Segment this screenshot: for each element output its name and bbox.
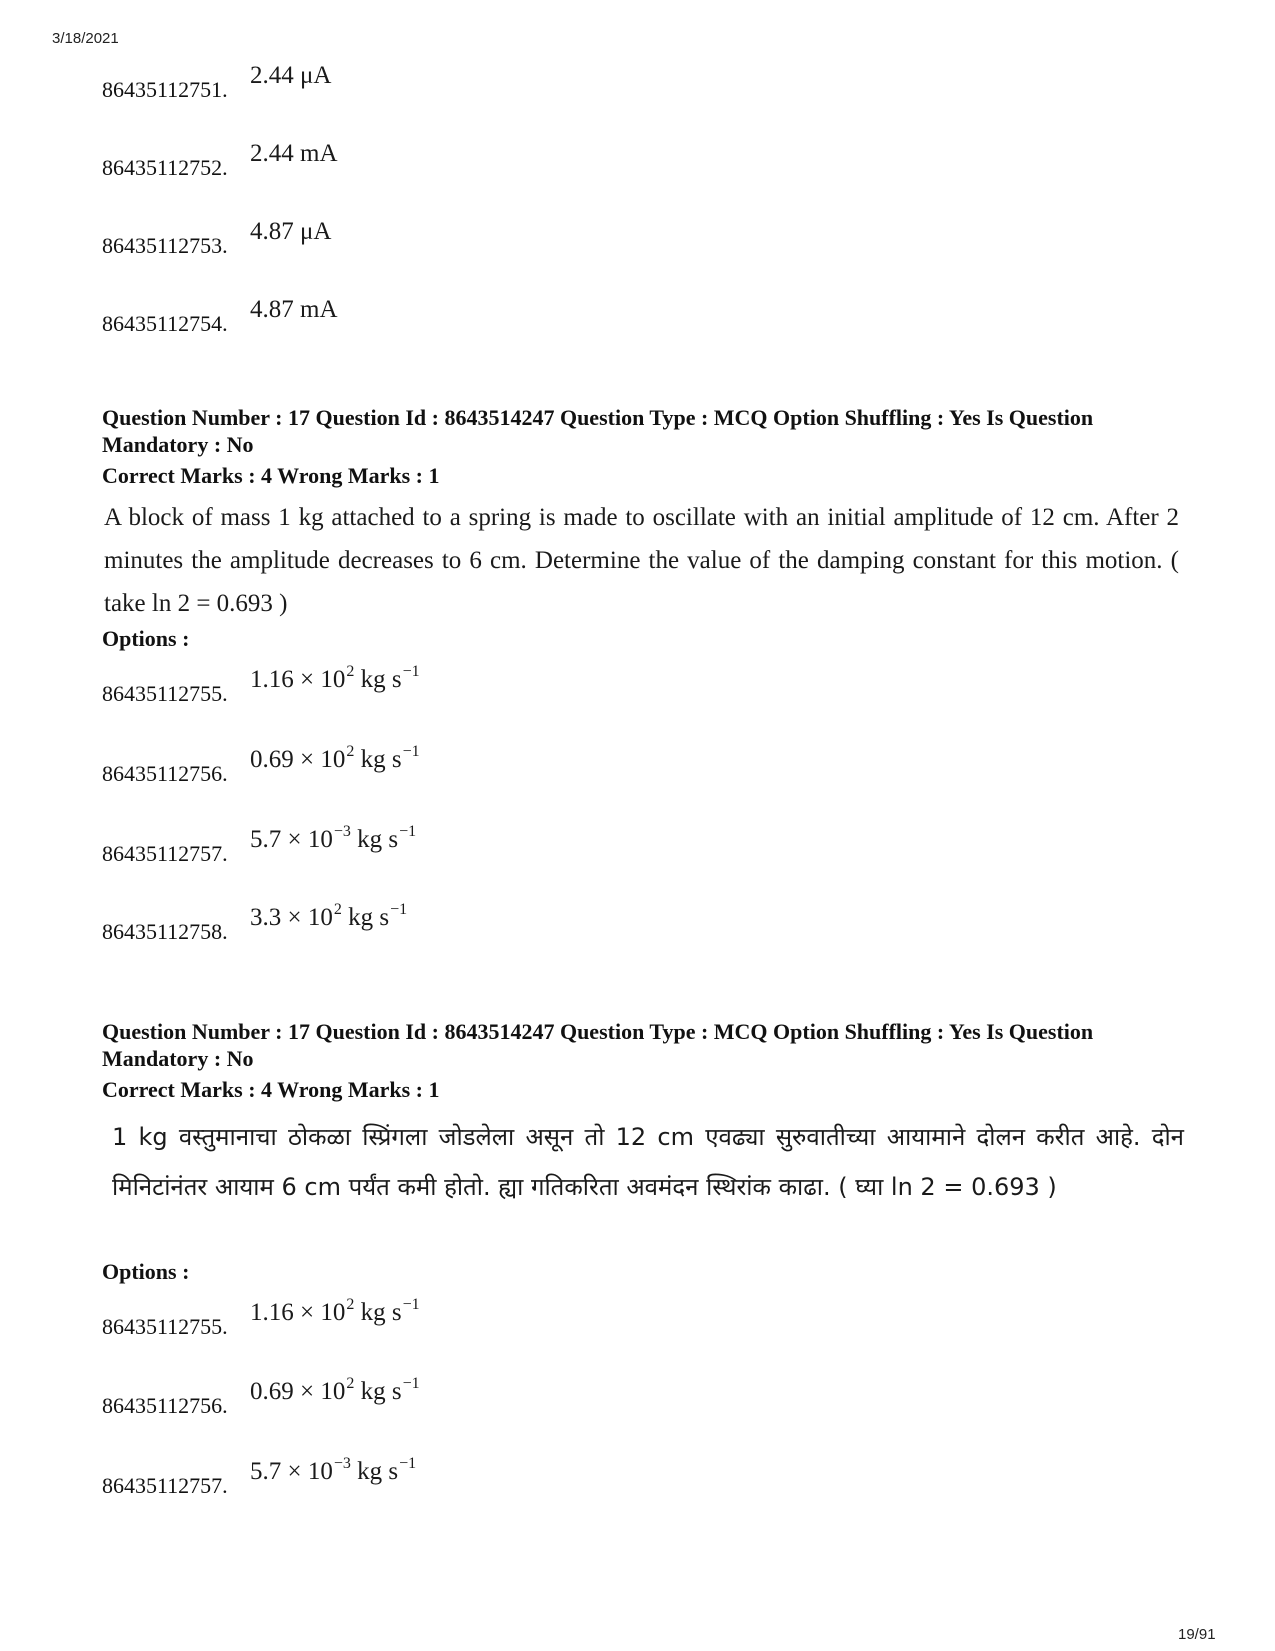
- option-value: 4.87 μA: [250, 218, 332, 245]
- question-text: A block of mass 1 kg attached to a spring is made to oscillate with an initial amplitude of 12 cm. After 2 minutes the amplitude decreases to 6 cm. Determine the value of the damping constant for this motion. ( take ln 2 = 0.693 ): [104, 504, 1179, 617]
- option-value: 2.44 mA: [250, 140, 338, 167]
- option-item: [102, 663, 802, 706]
- option-value: $1.16 \times 10^2$ kg $s^{-1}$: [250, 1296, 420, 1326]
- option-id: 86435112757.: [102, 841, 228, 866]
- option-item: [102, 296, 802, 336]
- option-id: 86435112756.: [102, 761, 228, 786]
- option-id: 86435112755.: [102, 681, 228, 706]
- option-value: $1.16 \times 10^2$ kg $s^{-1}$: [250, 663, 420, 693]
- page-number: 19/91: [1178, 1626, 1216, 1643]
- option-item: [102, 1375, 802, 1418]
- option-id: 86435112754.: [102, 311, 228, 336]
- option-item: [102, 140, 802, 180]
- page-date: 3/18/2021: [52, 30, 119, 47]
- option-value: 4.87 mA: [250, 296, 338, 323]
- option-item: [102, 743, 802, 786]
- option-id: 86435112755.: [102, 1314, 228, 1339]
- question-marks: Correct Marks : 4 Wrong Marks : 1: [102, 1077, 440, 1102]
- option-item: [102, 218, 802, 258]
- option-id: 86435112751.: [102, 77, 228, 102]
- option-item: [102, 1296, 802, 1339]
- question-text: 1 kg वस्तुमानाचा ठोकळा स्प्रिंगला जोडलेला असून तो 12 cm एवढ्या सुरुवातीच्या आयामाने दोलन करीत आहे. दोन मिनिटांनंतर आयाम 6 cm पर्यंत कमी होतो. ह्या गतिकरिता अवमंदन स्थिरांक काढा. ( घ्या ln 2 = 0.693 ): [112, 1123, 1184, 1201]
- question-header: Question Number : 17 Question Id : 8643514247 Question Type : MCQ Option Shuffling : Yes Is Question Mandatory : No: [102, 1019, 1094, 1071]
- option-id: 86435112758.: [102, 919, 228, 944]
- option-value: $5.7 \times 10^{-3}$ kg $s^{-1}$: [250, 1455, 417, 1485]
- option-value: 2.44 μA: [250, 62, 332, 89]
- options-label: Options :: [102, 626, 190, 651]
- option-value: $0.69 \times 10^2$ kg $s^{-1}$: [250, 743, 420, 773]
- option-id: 86435112752.: [102, 155, 228, 180]
- option-value: $3.3 \times 10^2$ kg $s^{-1}$: [250, 901, 408, 931]
- option-id: 86435112757.: [102, 1473, 228, 1498]
- option-value: $5.7 \times 10^{-3}$ kg $s^{-1}$: [250, 823, 417, 853]
- question-marks: Correct Marks : 4 Wrong Marks : 1: [102, 463, 440, 488]
- option-value: $0.69 \times 10^2$ kg $s^{-1}$: [250, 1375, 420, 1405]
- option-item: [102, 1455, 802, 1498]
- option-item: [102, 823, 802, 866]
- option-item: [102, 901, 802, 944]
- option-id: 86435112756.: [102, 1393, 228, 1418]
- options-label: Options :: [102, 1259, 190, 1284]
- question-header: Question Number : 17 Question Id : 8643514247 Question Type : MCQ Option Shuffling : Yes Is Question Mandatory : No: [102, 405, 1094, 457]
- option-item: [102, 62, 802, 102]
- option-id: 86435112753.: [102, 233, 228, 258]
